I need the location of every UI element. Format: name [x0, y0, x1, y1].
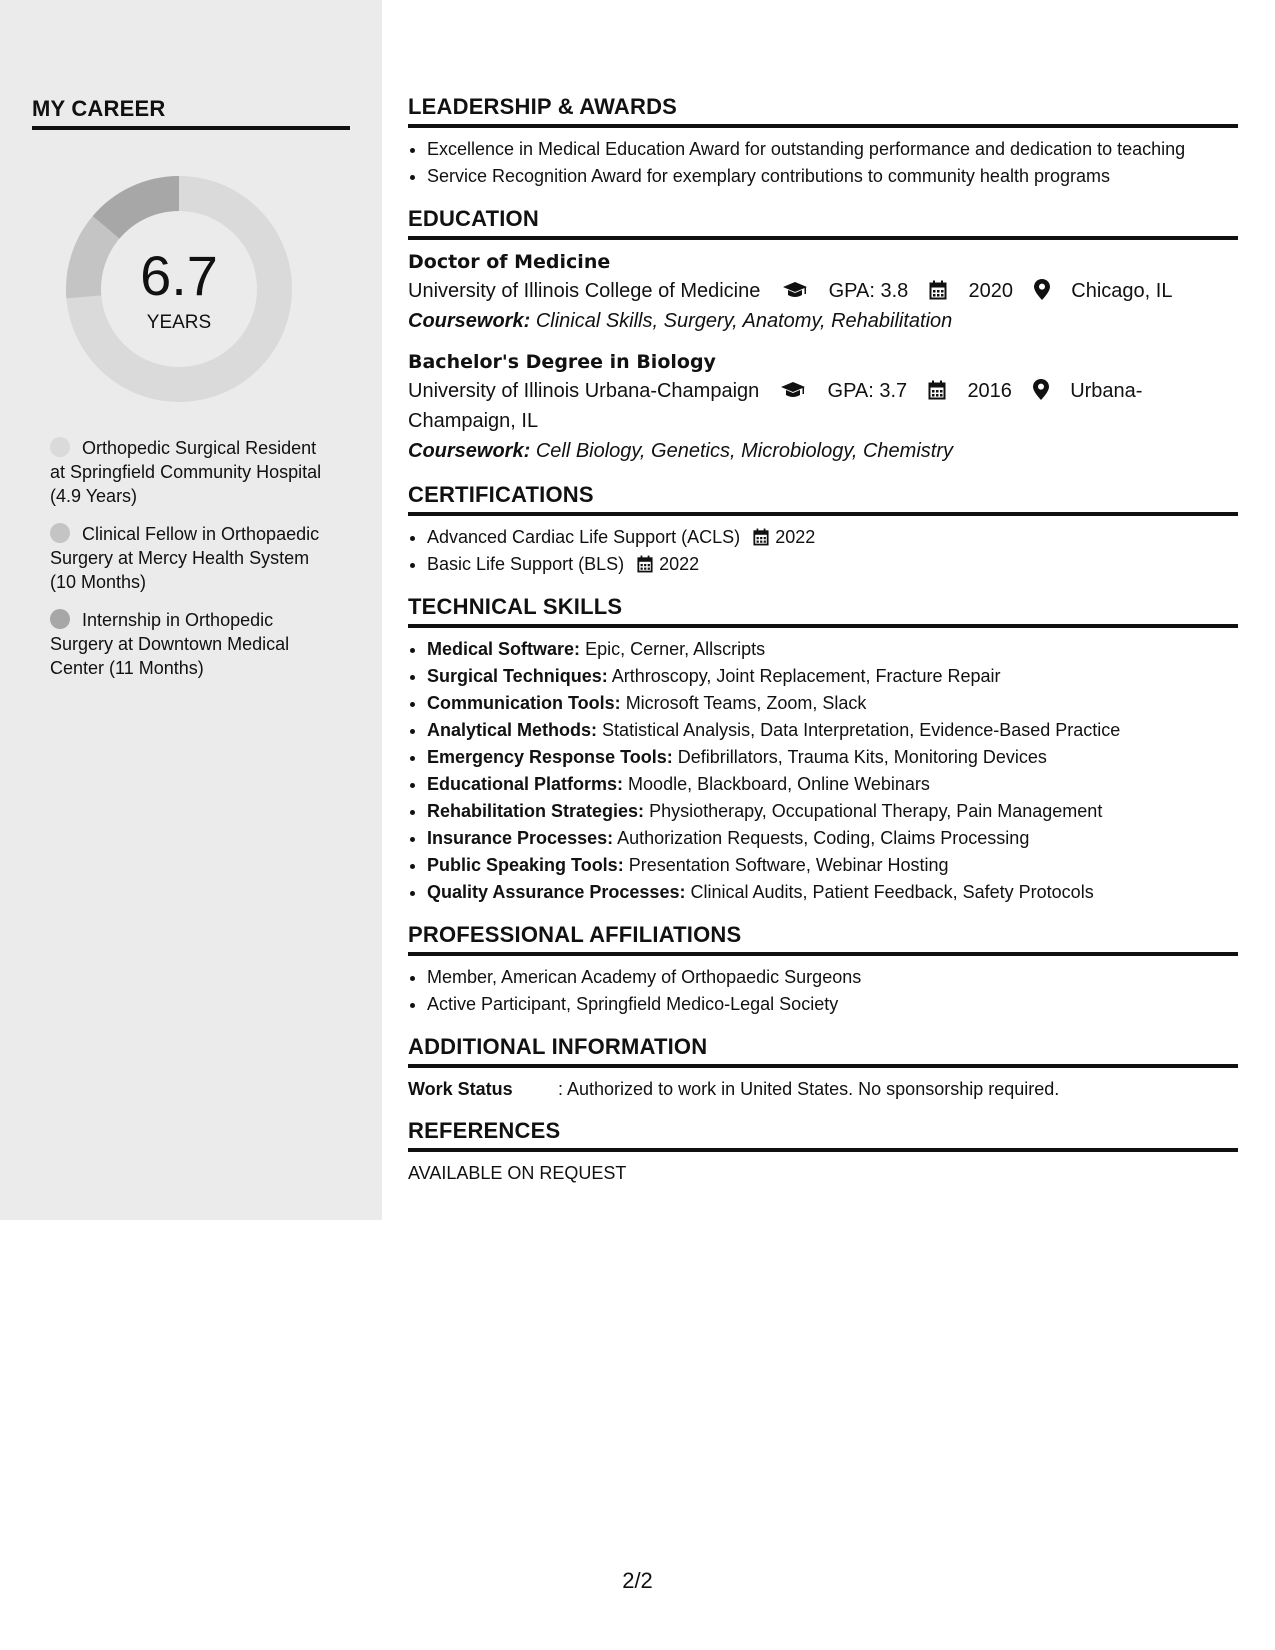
list-item	[427, 690, 1238, 717]
calendar-icon	[929, 280, 947, 300]
list-item	[427, 852, 1238, 879]
career-item	[50, 522, 332, 594]
skill-value: Statistical Analysis, Data Interpretation, Evidence-Based Practice	[602, 720, 1121, 740]
skills-list	[408, 636, 1238, 906]
cert-year: 2022	[775, 527, 816, 547]
skill-label: Surgical Techniques:	[427, 666, 608, 686]
career-item-label: Orthopedic Surgical Resident at Springfield Community Hospital (4.9 Years)	[50, 438, 322, 506]
school-name: University of Illinois College of Medicine	[408, 280, 761, 302]
cert-name: Advanced Cardiac Life Support (ACLS)	[427, 527, 741, 547]
page-number: 2/2	[622, 1568, 653, 1593]
calendar-icon	[753, 528, 769, 546]
career-item	[50, 608, 332, 680]
skill-label: Communication Tools:	[427, 693, 621, 713]
list-item	[427, 825, 1238, 852]
calendar-icon	[637, 555, 653, 573]
career-legend	[50, 436, 332, 694]
cert-year: 2022	[659, 554, 700, 574]
section-title-additional-info: ADDITIONAL INFORMATION	[408, 1034, 1238, 1068]
section-title-awards: LEADERSHIP & AWARDS	[408, 94, 1238, 128]
skill-label: Emergency Response Tools:	[427, 747, 673, 767]
school-name: University of Illinois Urbana-Champaign	[408, 380, 760, 402]
career-total-value: 6.7	[140, 244, 218, 307]
list-item	[427, 879, 1238, 906]
skill-value: Epic, Cerner, Allscripts	[585, 639, 766, 659]
graduation-year: 2020	[968, 280, 1014, 302]
career-total-unit: YEARS	[146, 312, 212, 333]
location-pin-icon	[1034, 279, 1050, 300]
degree-name: Bachelor's Degree in Biology	[408, 351, 716, 373]
list-item	[427, 717, 1238, 744]
career-item-label: Clinical Fellow in Orthopaedic Surgery at Mercy Health System (10 Months)	[50, 524, 320, 592]
skill-value: Physiotherapy, Occupational Therapy, Pain Management	[649, 801, 1103, 821]
degree-details	[408, 276, 1238, 306]
skill-label: Educational Platforms:	[427, 774, 624, 794]
calendar-icon	[928, 380, 946, 400]
degree-details	[408, 376, 1238, 436]
main-content	[408, 94, 1238, 1186]
skill-value: Authorization Requests, Coding, Claims Processing	[617, 828, 1030, 848]
location-pin-icon	[1033, 379, 1049, 400]
list-item: • Member, American Academy of Orthopaedic Surgeons	[427, 964, 1238, 991]
cert-name: Basic Life Support (BLS)	[427, 554, 625, 574]
coursework-list: Cell Biology, Genetics, Microbiology, Chemistry	[535, 440, 953, 462]
skill-value: Microsoft Teams, Zoom, Slack	[625, 693, 867, 713]
coursework	[408, 306, 1238, 336]
legend-dot	[50, 437, 70, 457]
skill-label: Rehabilitation Strategies:	[427, 801, 645, 821]
list-item: • Service Recognition Award for exemplary contributions to community health programs	[427, 163, 1238, 190]
coursework-label: Coursework:	[408, 440, 531, 462]
graduation-cap-icon	[780, 380, 806, 400]
section-title-certifications: CERTIFICATIONS	[408, 482, 1238, 516]
section-title-education: EDUCATION	[408, 206, 1238, 240]
list-item	[427, 551, 1238, 578]
list-item	[427, 798, 1238, 825]
coursework	[408, 436, 1238, 466]
awards-list	[408, 136, 1238, 190]
list-item: • Excellence in Medical Education Award for outstanding performance and dedication to teaching	[427, 136, 1238, 163]
affiliations-list	[408, 964, 1238, 1018]
list-item	[427, 744, 1238, 771]
work-status-label: Work Status	[408, 1079, 513, 1099]
degree-name: Doctor of Medicine	[408, 251, 611, 273]
coursework-label: Coursework:	[408, 310, 531, 332]
skill-label: Medical Software:	[427, 639, 581, 659]
skill-label: Analytical Methods:	[427, 720, 598, 740]
skill-value: Defibrillators, Trauma Kits, Monitoring Devices	[677, 747, 1047, 767]
skill-value: Presentation Software, Webinar Hosting	[628, 855, 949, 875]
list-item: • Active Participant, Springfield Medico-Legal Society	[427, 991, 1238, 1018]
work-status-row	[408, 1076, 1238, 1102]
gpa: GPA: 3.7	[827, 380, 908, 402]
graduation-year: 2016	[967, 380, 1012, 402]
section-title-affiliations: PROFESSIONAL AFFILIATIONS	[408, 922, 1238, 956]
references-text: AVAILABLE ON REQUEST	[408, 1163, 627, 1183]
career-heading: MY CAREER	[32, 96, 350, 130]
graduation-cap-icon	[782, 280, 808, 300]
coursework-list: Clinical Skills, Surgery, Anatomy, Rehabilitation	[535, 310, 953, 332]
career-item	[50, 436, 332, 508]
skill-value: Arthroscopy, Joint Replacement, Fracture Repair	[611, 666, 1001, 686]
skill-label: Public Speaking Tools:	[427, 855, 624, 875]
skill-label: Insurance Processes:	[427, 828, 614, 848]
career-item-label: Internship in Orthopedic Surgery at Downtown Medical Center (11 Months)	[50, 610, 290, 678]
career-donut-chart	[66, 176, 292, 402]
school-location: Urbana-Champaign, IL	[408, 380, 1143, 432]
gpa: GPA: 3.8	[828, 280, 909, 302]
list-item	[427, 636, 1238, 663]
legend-dot	[50, 523, 70, 543]
skill-label: Quality Assurance Processes:	[427, 882, 686, 902]
certifications-list	[408, 524, 1238, 578]
section-title-skills: TECHNICAL SKILLS	[408, 594, 1238, 628]
skill-value: Moodle, Blackboard, Online Webinars	[628, 774, 930, 794]
education-entry	[408, 348, 1238, 466]
skill-value: Clinical Audits, Patient Feedback, Safety Protocols	[690, 882, 1094, 902]
school-location: Chicago, IL	[1071, 280, 1173, 302]
sidebar	[0, 0, 382, 1220]
legend-dot	[50, 609, 70, 629]
education-entry	[408, 248, 1238, 336]
list-item	[427, 524, 1238, 551]
list-item	[427, 663, 1238, 690]
work-status-value: : Authorized to work in United States. No sponsorship required.	[558, 1079, 1060, 1099]
section-title-references: REFERENCES	[408, 1118, 1238, 1152]
list-item	[427, 771, 1238, 798]
